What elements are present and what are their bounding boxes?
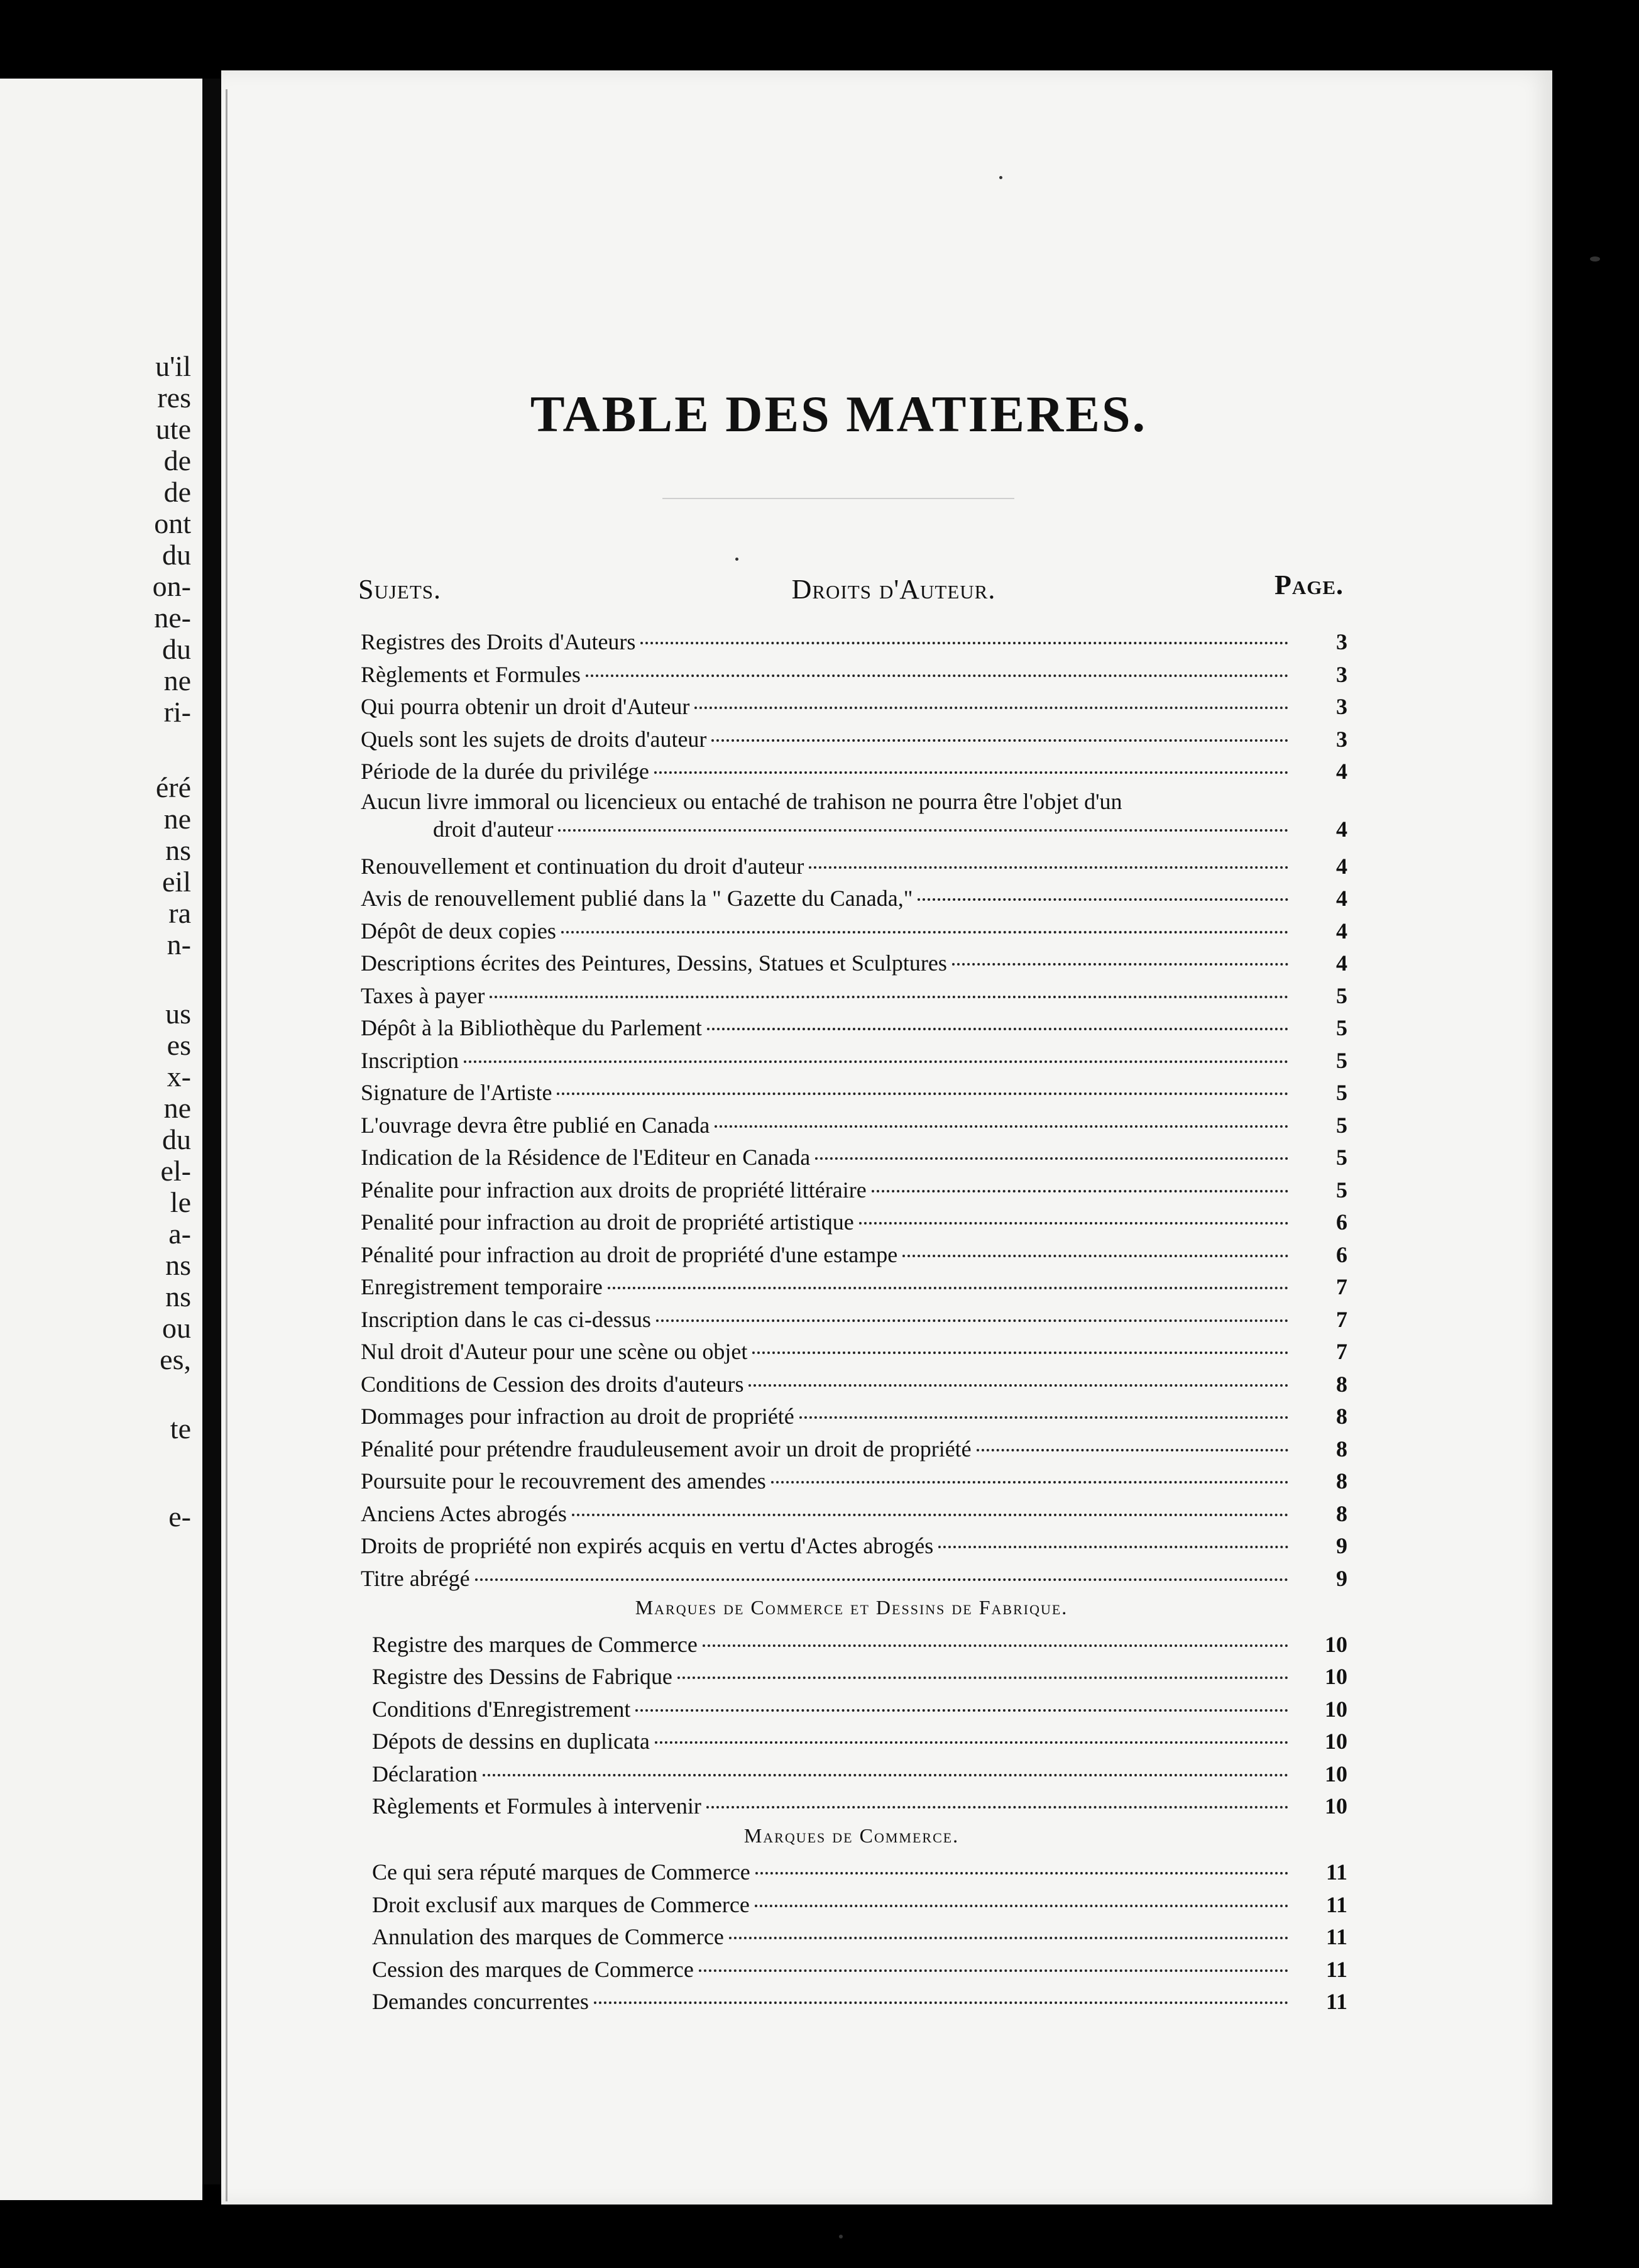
facing-page-fragment: res <box>157 382 191 414</box>
toc-page-number: 3 <box>1336 629 1347 654</box>
facing-page-fragment: es, <box>160 1343 191 1375</box>
toc-page-number: 10 <box>1325 1696 1347 1722</box>
section-header-droits: Droits d'Auteur. <box>791 574 996 605</box>
toc-entry <box>361 1436 1347 1468</box>
toc-entry-label: Inscription <box>361 1047 459 1073</box>
toc-entry <box>361 1274 1347 1306</box>
facing-page-fragment: ne- <box>154 602 191 634</box>
toc-entry-label: Avis de renouvellement publié dans la " Gazette du Canada," <box>361 886 913 911</box>
scan-speck <box>839 2235 843 2238</box>
toc-entry-label-continued: droit d'auteur <box>433 816 554 842</box>
leader-dots <box>809 866 1288 869</box>
toc-entry <box>361 1144 1347 1177</box>
toc-page-number: 5 <box>1336 1145 1347 1170</box>
toc-entry-label: Penalité pour infraction au droit de propriété artistique <box>361 1209 854 1235</box>
facing-page-fragment: ns <box>165 1249 191 1281</box>
facing-page-fragment: eil <box>162 866 191 898</box>
facing-page-fragment: a- <box>168 1218 191 1250</box>
toc-page-number: 3 <box>1336 726 1347 752</box>
toc-page-number: 6 <box>1336 1241 1347 1267</box>
toc-entry-label: Anciens Actes abrogés <box>361 1500 567 1526</box>
facing-page-fragment: el- <box>160 1155 191 1187</box>
toc-page-number: 11 <box>1325 1891 1347 1917</box>
toc-entry-label: Demandes concurrentes <box>372 1989 589 2014</box>
table-of-contents-page <box>221 70 1552 2205</box>
facing-page-fragment: e- <box>168 1500 191 1533</box>
facing-page-fragment: ute <box>155 413 191 445</box>
leader-dots <box>558 829 1288 832</box>
toc-entry <box>372 1696 1347 1729</box>
leader-dots <box>952 963 1288 966</box>
toc-entry-label: Registres des Droits d'Auteurs <box>361 629 636 654</box>
toc-entry <box>361 1209 1347 1241</box>
toc-page-number: 3 <box>1336 694 1347 719</box>
toc-page-number: 10 <box>1325 1631 1347 1657</box>
toc-page-number: 11 <box>1325 1956 1347 1982</box>
toc-entry-label: Dommages pour infraction au droit de propriété <box>361 1404 794 1429</box>
toc-entry-label: Conditions d'Enregistrement <box>372 1696 631 1722</box>
toc-entry <box>361 693 1347 726</box>
leader-dots <box>755 1872 1288 1874</box>
leader-dots <box>677 1676 1288 1679</box>
facing-page-fragment: us <box>165 998 191 1030</box>
facing-page-fragment: ns <box>165 1280 191 1313</box>
facing-page-fragment: ra <box>168 897 191 929</box>
toc-entry-label: Inscription dans le cas ci-dessus <box>361 1306 651 1332</box>
toc-entry-label: Descriptions écrites des Peintures, Dessins, Statues et Sculptures <box>361 950 947 976</box>
toc-entry <box>361 629 1347 661</box>
toc-entry <box>361 918 1347 950</box>
toc-entry-label: Nul droit d'Auteur pour une scène ou objet <box>361 1339 748 1364</box>
book-gutter <box>202 79 221 2184</box>
toc-entry-label: Dépôt de deux copies <box>361 918 556 944</box>
leader-dots <box>699 1969 1288 1972</box>
facing-page-fragment: u'il <box>155 350 191 382</box>
toc-entry <box>361 1533 1347 1565</box>
toc-page-number: 3 <box>1336 661 1347 687</box>
toc-entry <box>361 983 1347 1015</box>
toc-entry <box>361 853 1347 886</box>
leader-dots <box>656 1319 1288 1322</box>
leader-dots <box>707 1028 1288 1030</box>
toc-page-number: 5 <box>1336 1177 1347 1203</box>
toc-page-number: 7 <box>1336 1306 1347 1332</box>
page-column-header: Page. <box>1274 570 1344 600</box>
toc-entry <box>372 1663 1347 1696</box>
leader-dots <box>608 1287 1288 1289</box>
leader-dots <box>771 1481 1288 1484</box>
toc-page-number: 5 <box>1336 1015 1347 1040</box>
toc-entry-label: Indication de la Résidence de l'Editeur en Canada <box>361 1145 811 1170</box>
toc-entry-label: Renouvellement et continuation du droit d'auteur <box>361 853 804 879</box>
toc-entry <box>361 885 1347 918</box>
leader-dots <box>859 1222 1288 1225</box>
toc-entry-label: Droits de propriété non expirés acquis en vertu d'Actes abrogés <box>361 1533 934 1558</box>
toc-entry-label: Aucun livre immoral ou licencieux ou entaché de trahison ne pourra être l'objet d'un <box>361 788 1122 814</box>
toc-entry-label: Règlements et Formules <box>361 661 581 687</box>
leader-dots <box>748 1384 1288 1387</box>
page-title: TABLE DES MATIERES. <box>530 385 1148 443</box>
toc-page-number: 8 <box>1336 1500 1347 1526</box>
facing-page-fragment: le <box>170 1186 191 1218</box>
toc-entry <box>372 1631 1347 1664</box>
toc-entry <box>361 758 1347 791</box>
toc-page-number: 4 <box>1336 950 1347 976</box>
toc-entry-label: Dépôt à la Bibliothèque du Parlement <box>361 1015 702 1040</box>
facing-page-fragment: ns <box>165 834 191 866</box>
toc-page-number: 9 <box>1336 1533 1347 1558</box>
toc-entry-label: Droit exclusif aux marques de Commerce <box>372 1891 750 1917</box>
toc-page-number: 11 <box>1325 1989 1347 2014</box>
toc-page-number: 4 <box>1336 886 1347 911</box>
toc-page-number: 4 <box>1336 853 1347 879</box>
facing-page-fragment: ne <box>163 803 191 835</box>
leader-dots <box>938 1546 1288 1548</box>
leader-dots <box>640 642 1288 644</box>
leader-dots <box>977 1449 1288 1451</box>
leader-dots <box>635 1709 1288 1712</box>
subjects-header: Sujets. <box>358 574 442 605</box>
facing-page-fragment: te <box>170 1412 191 1445</box>
toc-entry-label: Signature de l'Artiste <box>361 1080 552 1105</box>
toc-entry <box>361 1177 1347 1209</box>
leader-dots <box>715 1125 1288 1128</box>
toc-page-number: 4 <box>1336 759 1347 784</box>
toc-page-number: 8 <box>1336 1436 1347 1462</box>
toc-page-number: 8 <box>1336 1468 1347 1494</box>
leader-dots <box>799 1416 1288 1419</box>
toc-entry <box>361 1338 1347 1371</box>
toc-entry <box>361 1306 1347 1339</box>
toc-entry-label: Déclaration <box>372 1761 478 1786</box>
toc-entry <box>372 1859 1347 1891</box>
section-heading: Marques de Commerce. <box>743 1824 960 1847</box>
leader-dots <box>902 1255 1288 1257</box>
toc-entry-label: Quels sont les sujets de droits d'auteur <box>361 726 707 752</box>
facing-page-fragment: de <box>163 476 191 508</box>
facing-page-fragment: du <box>162 633 191 665</box>
leader-dots <box>706 1806 1288 1808</box>
toc-entry-label: Annulation des marques de Commerce <box>372 1924 724 1949</box>
facing-page-fragment: ne <box>163 1092 191 1124</box>
toc-page-number: 5 <box>1336 1047 1347 1073</box>
toc-entry <box>372 1728 1347 1761</box>
toc-entry-label: Ce qui sera réputé marques de Commerce <box>372 1859 750 1885</box>
toc-entry-label: Conditions de Cession des droits d'auteurs <box>361 1371 744 1397</box>
scan-speck <box>999 176 1002 179</box>
toc-entry-label: Pénalite pour infraction aux droits de propriété littéraire <box>361 1177 867 1203</box>
toc-entry <box>361 1079 1347 1112</box>
toc-entry <box>372 1988 1347 2021</box>
toc-entry <box>361 1565 1347 1598</box>
toc-entry <box>361 1015 1347 1047</box>
facing-page-fragment: éré <box>155 771 191 803</box>
facing-page-edge <box>0 79 202 2200</box>
toc-entry-label: Qui pourra obtenir un droit d'Auteur <box>361 694 690 719</box>
leader-dots <box>711 739 1288 742</box>
toc-entry <box>361 1241 1347 1274</box>
toc-entry <box>361 1112 1347 1145</box>
leader-dots <box>654 771 1288 774</box>
toc-page-number: 7 <box>1336 1339 1347 1364</box>
toc-page-number: 8 <box>1336 1371 1347 1397</box>
toc-entry-label: Titre abrégé <box>361 1565 470 1591</box>
facing-page-fragment: du <box>162 539 191 571</box>
toc-entry <box>361 1468 1347 1500</box>
leader-dots <box>729 1937 1288 1939</box>
toc-page-number: 4 <box>1336 918 1347 944</box>
facing-page-fragment: n- <box>167 928 191 961</box>
leader-dots <box>755 1905 1288 1907</box>
toc-page-number: 11 <box>1325 1924 1347 1949</box>
toc-entry <box>372 1891 1347 1924</box>
toc-page-number: 5 <box>1336 1112 1347 1138</box>
toc-entry <box>372 1793 1347 1825</box>
leader-dots <box>815 1157 1288 1160</box>
toc-entry-label: Période de la durée du privilége <box>361 759 649 784</box>
toc-entry <box>372 1924 1347 1956</box>
toc-entry <box>361 1047 1347 1080</box>
leader-dots <box>586 674 1288 677</box>
facing-page-fragment: du <box>162 1123 191 1155</box>
leader-dots <box>557 1093 1288 1095</box>
scan-speck <box>1590 256 1600 261</box>
toc-page-number: 4 <box>1336 816 1347 842</box>
toc-page-number: 6 <box>1336 1209 1347 1235</box>
leader-dots <box>572 1514 1288 1516</box>
toc-entry-label: Règlements et Formules à intervenir <box>372 1793 701 1819</box>
toc-entry <box>361 1500 1347 1533</box>
leader-dots <box>483 1774 1288 1776</box>
toc-page-number: 9 <box>1336 1565 1347 1591</box>
toc-entry <box>372 1956 1347 1989</box>
toc-entry-label: Pénalité pour infraction au droit de propriété d'une estampe <box>361 1241 898 1267</box>
leader-dots <box>703 1644 1288 1647</box>
leader-dots <box>872 1190 1288 1192</box>
facing-page-fragment: x- <box>167 1060 191 1093</box>
facing-page-fragment: ou <box>162 1312 191 1344</box>
leader-dots <box>464 1060 1288 1063</box>
toc-page-number: 10 <box>1325 1793 1347 1819</box>
toc-entry-label: Taxes à payer <box>361 983 485 1008</box>
toc-entry <box>361 950 1347 983</box>
leader-dots <box>490 996 1288 998</box>
facing-page-fragment: ri- <box>163 696 191 728</box>
toc-page-number: 8 <box>1336 1404 1347 1429</box>
facing-page-fragment: ne <box>163 664 191 696</box>
toc-entry <box>361 661 1347 694</box>
toc-entry <box>361 1371 1347 1404</box>
toc-page-number: 5 <box>1336 1080 1347 1105</box>
facing-page-fragment: on- <box>152 570 191 602</box>
leader-dots <box>655 1741 1288 1744</box>
toc-entry-label: Poursuite pour le recouvrement des amendes <box>361 1468 766 1494</box>
toc-entry-label: Dépots de dessins en duplicata <box>372 1729 650 1754</box>
toc-entry-label: Pénalité pour prétendre frauduleusement avoir un droit de propriété <box>361 1436 972 1462</box>
toc-page-number: 11 <box>1325 1859 1347 1885</box>
section-heading: Marques de Commerce et Dessins de Fabrique. <box>635 1596 1068 1619</box>
toc-page-number: 10 <box>1325 1761 1347 1786</box>
toc-entry <box>361 1403 1347 1436</box>
facing-page-fragment: ont <box>154 507 191 539</box>
title-rule <box>662 498 1014 499</box>
leader-dots <box>752 1351 1288 1354</box>
leader-dots <box>594 2001 1288 2004</box>
scan-speck <box>735 558 738 561</box>
toc-entry <box>372 1761 1347 1793</box>
toc-page-number: 5 <box>1336 983 1347 1008</box>
toc-entry <box>361 726 1347 759</box>
toc-page-number: 10 <box>1325 1664 1347 1689</box>
leader-dots <box>475 1578 1288 1581</box>
facing-page-fragment: es <box>167 1029 191 1061</box>
toc-page-number: 10 <box>1325 1729 1347 1754</box>
toc-entry-label: Registre des marques de Commerce <box>372 1631 698 1657</box>
toc-entry-label: L'ouvrage devra être publié en Canada <box>361 1112 710 1138</box>
toc-page-number: 7 <box>1336 1274 1347 1299</box>
leader-dots <box>561 931 1288 933</box>
leader-dots <box>694 707 1288 709</box>
toc-entry-label: Enregistrement temporaire <box>361 1274 603 1299</box>
facing-page-fragment: de <box>163 444 191 476</box>
toc-entry <box>361 788 1347 842</box>
leader-dots <box>918 898 1288 901</box>
toc-entry-label: Registre des Dessins de Fabrique <box>372 1664 672 1689</box>
toc-entry-label: Cession des marques de Commerce <box>372 1956 694 1982</box>
